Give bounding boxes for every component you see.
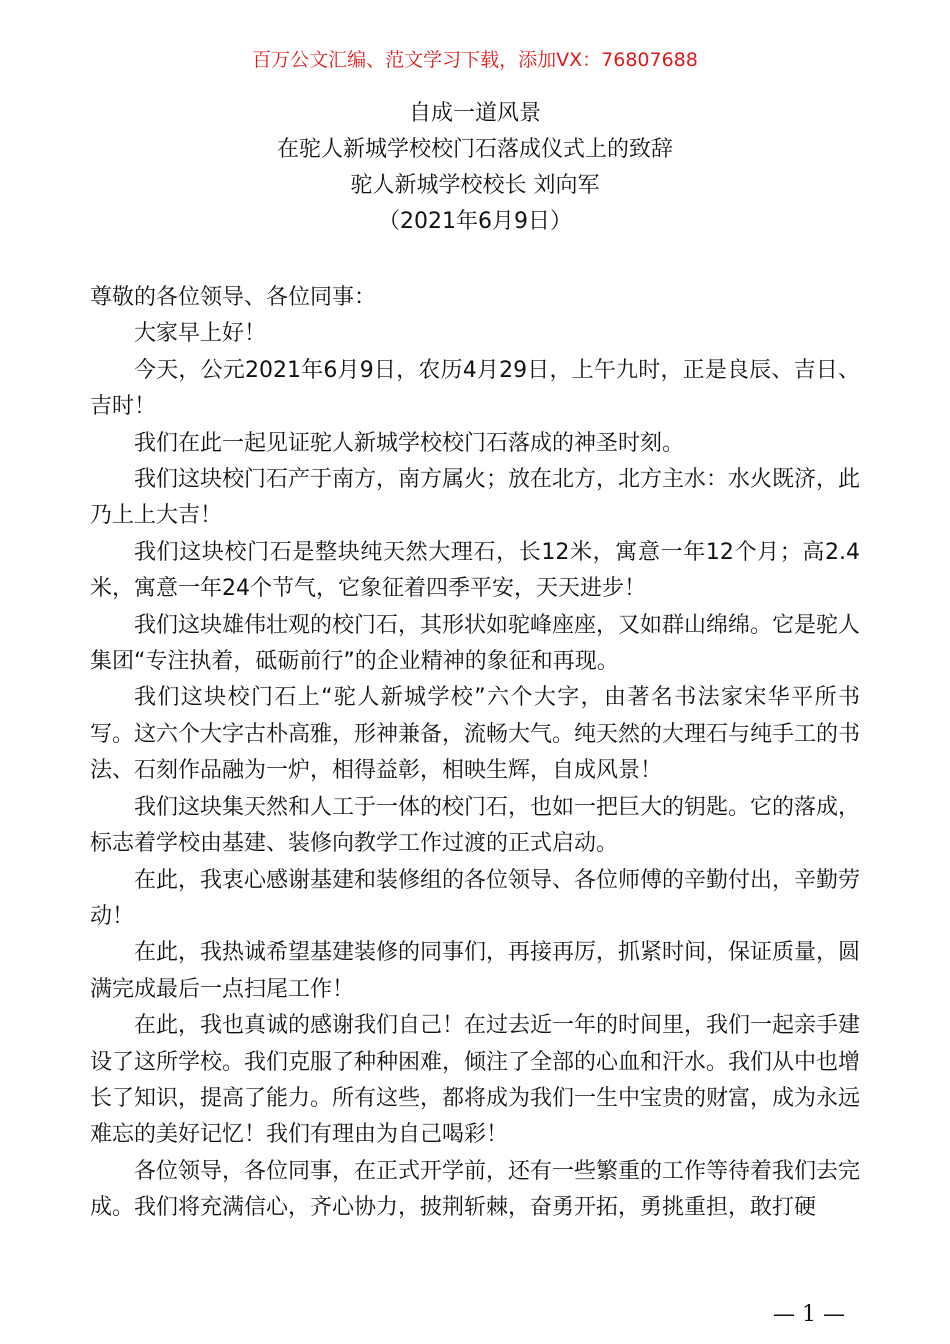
page-number: — 1 — — [773, 1302, 845, 1327]
paragraph: 今天，公元2021年6月9日，农历4月29日，上午九时，正是良辰、吉日、吉时！ — [90, 357, 860, 420]
paragraph: 我们这块校门石是整块纯天然大理石，长12米，寓意一年12个月；高2.4米，寓意一年24个节气，它象征着四季平安，天天进步！ — [90, 539, 860, 602]
document-author: 驼人新城学校校长 刘向军 — [350, 173, 600, 198]
document-header — [0, 96, 950, 240]
paragraph: 我们这块集天然和人工于一体的校门石，也如一把巨大的钥匙。它的落成，标志着学校由基建、装修向教学工作过渡的正式启动。 — [90, 794, 861, 857]
promo-banner: 百万公文汇编、范文学习下载，添加VX：76807688 — [252, 49, 698, 71]
document-subtitle: 在驼人新城学校校门石落成仪式上的致辞 — [276, 137, 673, 162]
speech-body — [90, 280, 860, 1227]
paragraph: 大家早上好！ — [134, 321, 267, 347]
paragraph: 在此，我也真诚的感谢我们自己！在过去近一年的时间里，我们一起亲手建设了这所学校。我们克服了种种困难，倾注了全部的心血和汗水。我们从中也增长了知识，提高了能力。所有这些，都将成为我们一生中宝贵的财富，成为永远难忘的美好记忆！我们有理由为自己喝彩！ — [90, 1013, 861, 1148]
document-title: 自成一道风景 — [408, 101, 541, 126]
paragraph: 我们这块校门石产于南方，南方属火；放在北方，北方主水：水火既济，此乃上上大吉！ — [90, 467, 861, 529]
paragraph: 我们在此一起见证驼人新城学校校门石落成的神圣时刻。 — [134, 430, 685, 456]
document-date: （2021年6月9日） — [378, 209, 572, 234]
paragraph: 在此，我衷心感谢基建和装修组的各位领导、各位师傅的辛勤付出，辛勤劳动！ — [90, 867, 861, 929]
paragraph: 各位领导，各位同事，在正式开学前，还有一些繁重的工作等待着我们去完成。我们将充满信心，齐心协力，披荆斩棘，奋勇开拓，勇挑重担，敢打硬 — [90, 1158, 861, 1221]
salutation: 尊敬的各位领导、各位同事： — [90, 285, 377, 310]
paragraph: 我们这块校门石上“驼人新城学校”六个大字，由著名书法家宋华平所书写。这六个大字古朴高雅，形神兼备，流畅大气。纯天然的大理石与纯手工的书法、石刻作品融为一炉，相得益彰，相映生辉，自成风景！ — [90, 685, 861, 784]
paragraph: 我们这块雄伟壮观的校门石，其形状如驼峰座座，又如群山绵绵。它是驼人集团“专注执着，砥砺前行”的企业精神的象征和再现。 — [90, 612, 861, 675]
paragraph: 在此，我热诚希望基建装修的同事们，再接再厉，抓紧时间，保证质量，圆满完成最后一点扫尾工作！ — [90, 940, 861, 1002]
